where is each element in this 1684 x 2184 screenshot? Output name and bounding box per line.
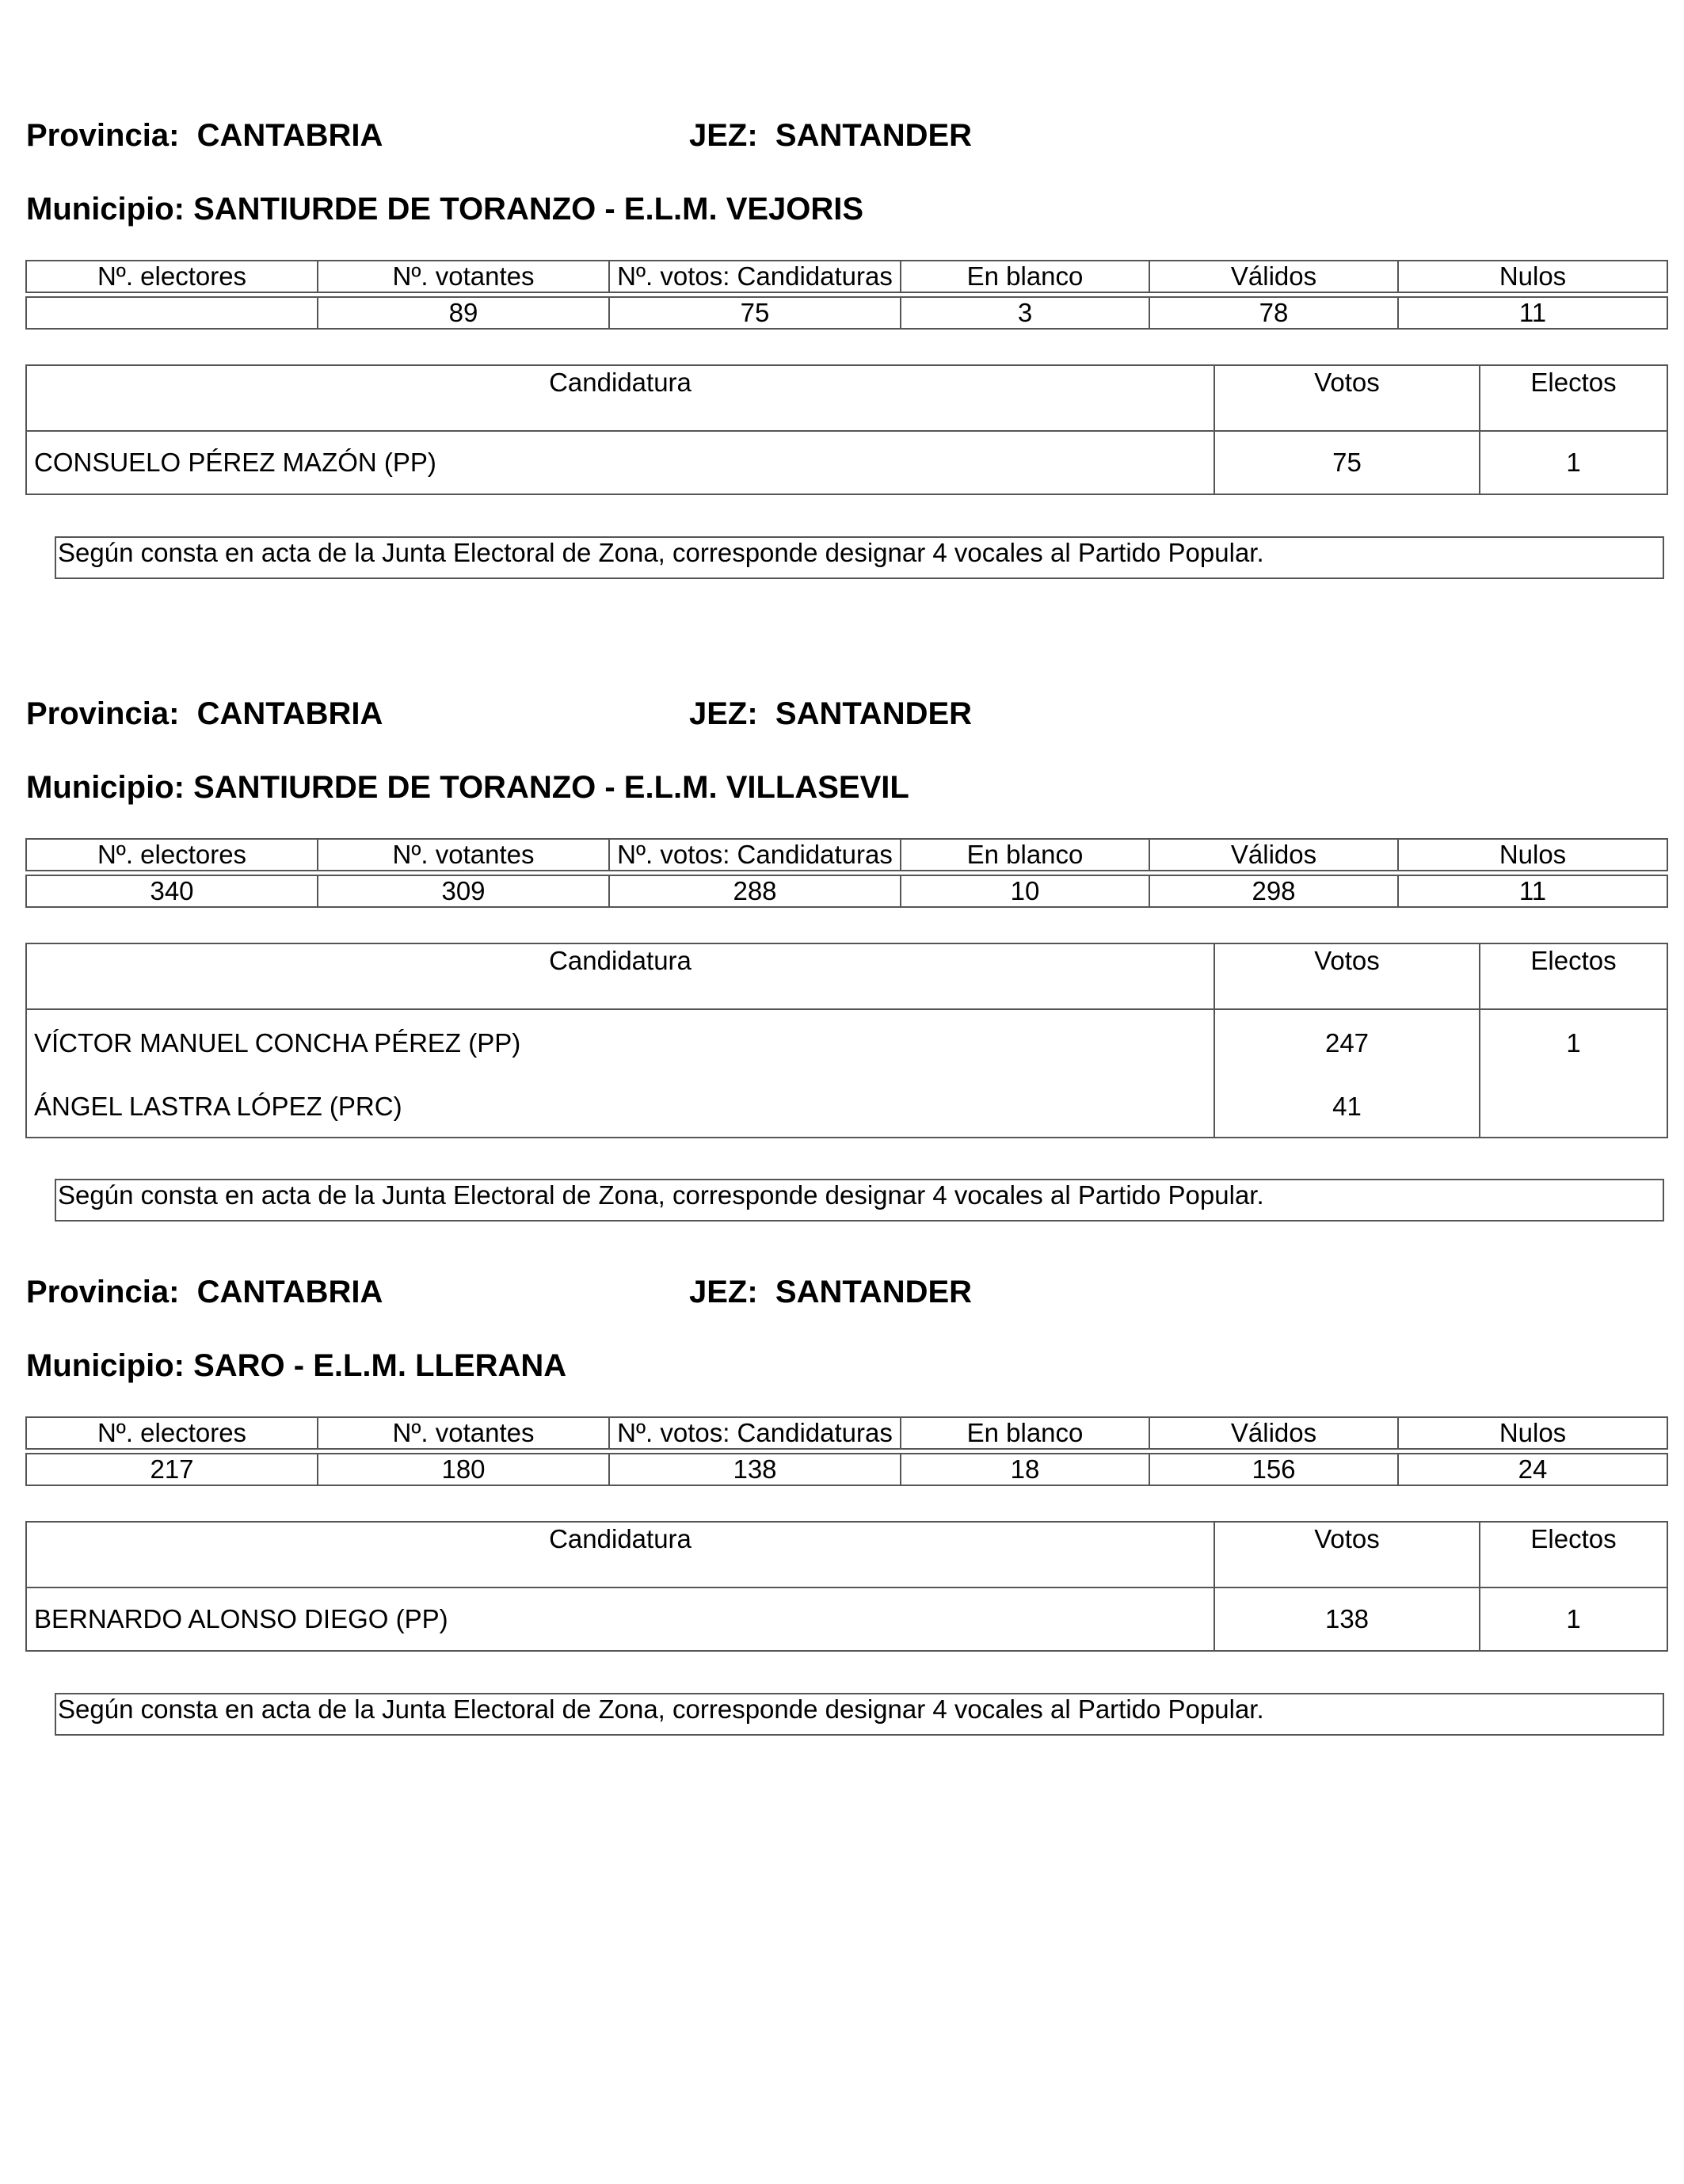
header-votos-candidaturas: Nº. votos: Candidaturas: [609, 839, 901, 871]
header-validos: Válidos: [1149, 839, 1398, 871]
value-electores: [26, 297, 318, 329]
header-votos: Votos: [1214, 1522, 1480, 1587]
header-candidatura: Candidatura: [26, 943, 1214, 1009]
jez-line: JEZ: SANTANDER: [689, 1275, 973, 1309]
header-votantes: Nº. votantes: [318, 839, 609, 871]
municipio-title: Municipio: SANTIURDE DE TORANZO - E.L.M. VEJORIS: [26, 192, 864, 227]
results-summary-table: [25, 838, 1668, 908]
header-en-blanco: En blanco: [901, 839, 1149, 871]
results-summary-table: [25, 1416, 1668, 1486]
value-nulos: 24: [1398, 1454, 1667, 1485]
header-en-blanco: En blanco: [901, 261, 1149, 292]
header-nulos: Nulos: [1398, 261, 1667, 292]
municipio-title: Municipio: SARO - E.L.M. LLERANA: [26, 1348, 567, 1383]
header-votos-candidaturas: Nº. votos: Candidaturas: [609, 261, 901, 292]
header-candidatura: Candidatura: [26, 1522, 1214, 1587]
value-en-blanco: 10: [901, 875, 1149, 907]
header-votantes: Nº. votantes: [318, 1417, 609, 1449]
header-candidatura: Candidatura: [26, 365, 1214, 431]
provincia-line: Provincia: CANTABRIA: [26, 696, 383, 731]
value-nulos: 11: [1398, 297, 1667, 329]
header-en-blanco: En blanco: [901, 1417, 1149, 1449]
results-summary-table: [25, 260, 1668, 330]
header-validos: Válidos: [1149, 261, 1398, 292]
section-llerana: [0, 1157, 1684, 1735]
value-en-blanco: 3: [901, 297, 1149, 329]
value-votos-candidaturas: 75: [609, 297, 901, 329]
table-row: [26, 1077, 1667, 1138]
table-row: [26, 431, 1667, 494]
candidates-table: [25, 1521, 1668, 1652]
header-electos: Electos: [1480, 365, 1667, 431]
value-electores: 340: [26, 875, 318, 907]
value-electores: 217: [26, 1454, 318, 1485]
acta-note: Según consta en acta de la Junta Electoral de Zona, corresponde designar 4 vocales al Partido Popular.: [55, 1693, 1664, 1736]
candidate-name: BERNARDO ALONSO DIEGO (PP): [26, 1587, 1214, 1651]
candidate-votos: 247: [1214, 1009, 1480, 1077]
candidates-table: [25, 364, 1668, 495]
value-en-blanco: 18: [901, 1454, 1149, 1485]
acta-note: Según consta en acta de la Junta Electoral de Zona, corresponde designar 4 vocales al Partido Popular.: [55, 536, 1664, 579]
table-row: [26, 1587, 1667, 1651]
candidate-electos: [1480, 1077, 1667, 1138]
candidate-name: CONSUELO PÉREZ MAZÓN (PP): [26, 431, 1214, 494]
jez-line: JEZ: SANTANDER: [689, 118, 973, 153]
section-villasevil: [0, 578, 1684, 1210]
table-row: [26, 1009, 1667, 1077]
value-validos: 298: [1149, 875, 1398, 907]
provincia-line: Provincia: CANTABRIA: [26, 1275, 383, 1309]
candidate-electos: 1: [1480, 1587, 1667, 1651]
section-vejoris: [0, 0, 1684, 578]
header-electores: Nº. electores: [26, 839, 318, 871]
jez-line: JEZ: SANTANDER: [689, 696, 973, 731]
value-votantes: 180: [318, 1454, 609, 1485]
value-votos-candidaturas: 138: [609, 1454, 901, 1485]
header-electos: Electos: [1480, 1522, 1667, 1587]
candidate-name: VÍCTOR MANUEL CONCHA PÉREZ (PP): [26, 1009, 1214, 1077]
value-validos: 78: [1149, 297, 1398, 329]
value-votos-candidaturas: 288: [609, 875, 901, 907]
candidate-votos: 41: [1214, 1077, 1480, 1138]
header-electores: Nº. electores: [26, 261, 318, 292]
header-nulos: Nulos: [1398, 839, 1667, 871]
candidate-votos: 75: [1214, 431, 1480, 494]
municipio-title: Municipio: SANTIURDE DE TORANZO - E.L.M. VILLASEVIL: [26, 770, 909, 805]
header-validos: Válidos: [1149, 1417, 1398, 1449]
header-votantes: Nº. votantes: [318, 261, 609, 292]
candidate-votos: 138: [1214, 1587, 1480, 1651]
value-validos: 156: [1149, 1454, 1398, 1485]
acta-note: Según consta en acta de la Junta Electoral de Zona, corresponde designar 4 vocales al Partido Popular.: [55, 1179, 1664, 1222]
candidate-name: ÁNGEL LASTRA LÓPEZ (PRC): [26, 1077, 1214, 1138]
header-votos: Votos: [1214, 365, 1480, 431]
value-nulos: 11: [1398, 875, 1667, 907]
header-electos: Electos: [1480, 943, 1667, 1009]
candidate-electos: 1: [1480, 431, 1667, 494]
header-votos-candidaturas: Nº. votos: Candidaturas: [609, 1417, 901, 1449]
candidates-table: [25, 943, 1668, 1138]
header-votos: Votos: [1214, 943, 1480, 1009]
value-votantes: 309: [318, 875, 609, 907]
value-votantes: 89: [318, 297, 609, 329]
candidate-electos: 1: [1480, 1009, 1667, 1077]
header-electores: Nº. electores: [26, 1417, 318, 1449]
provincia-line: Provincia: CANTABRIA: [26, 118, 383, 153]
header-nulos: Nulos: [1398, 1417, 1667, 1449]
